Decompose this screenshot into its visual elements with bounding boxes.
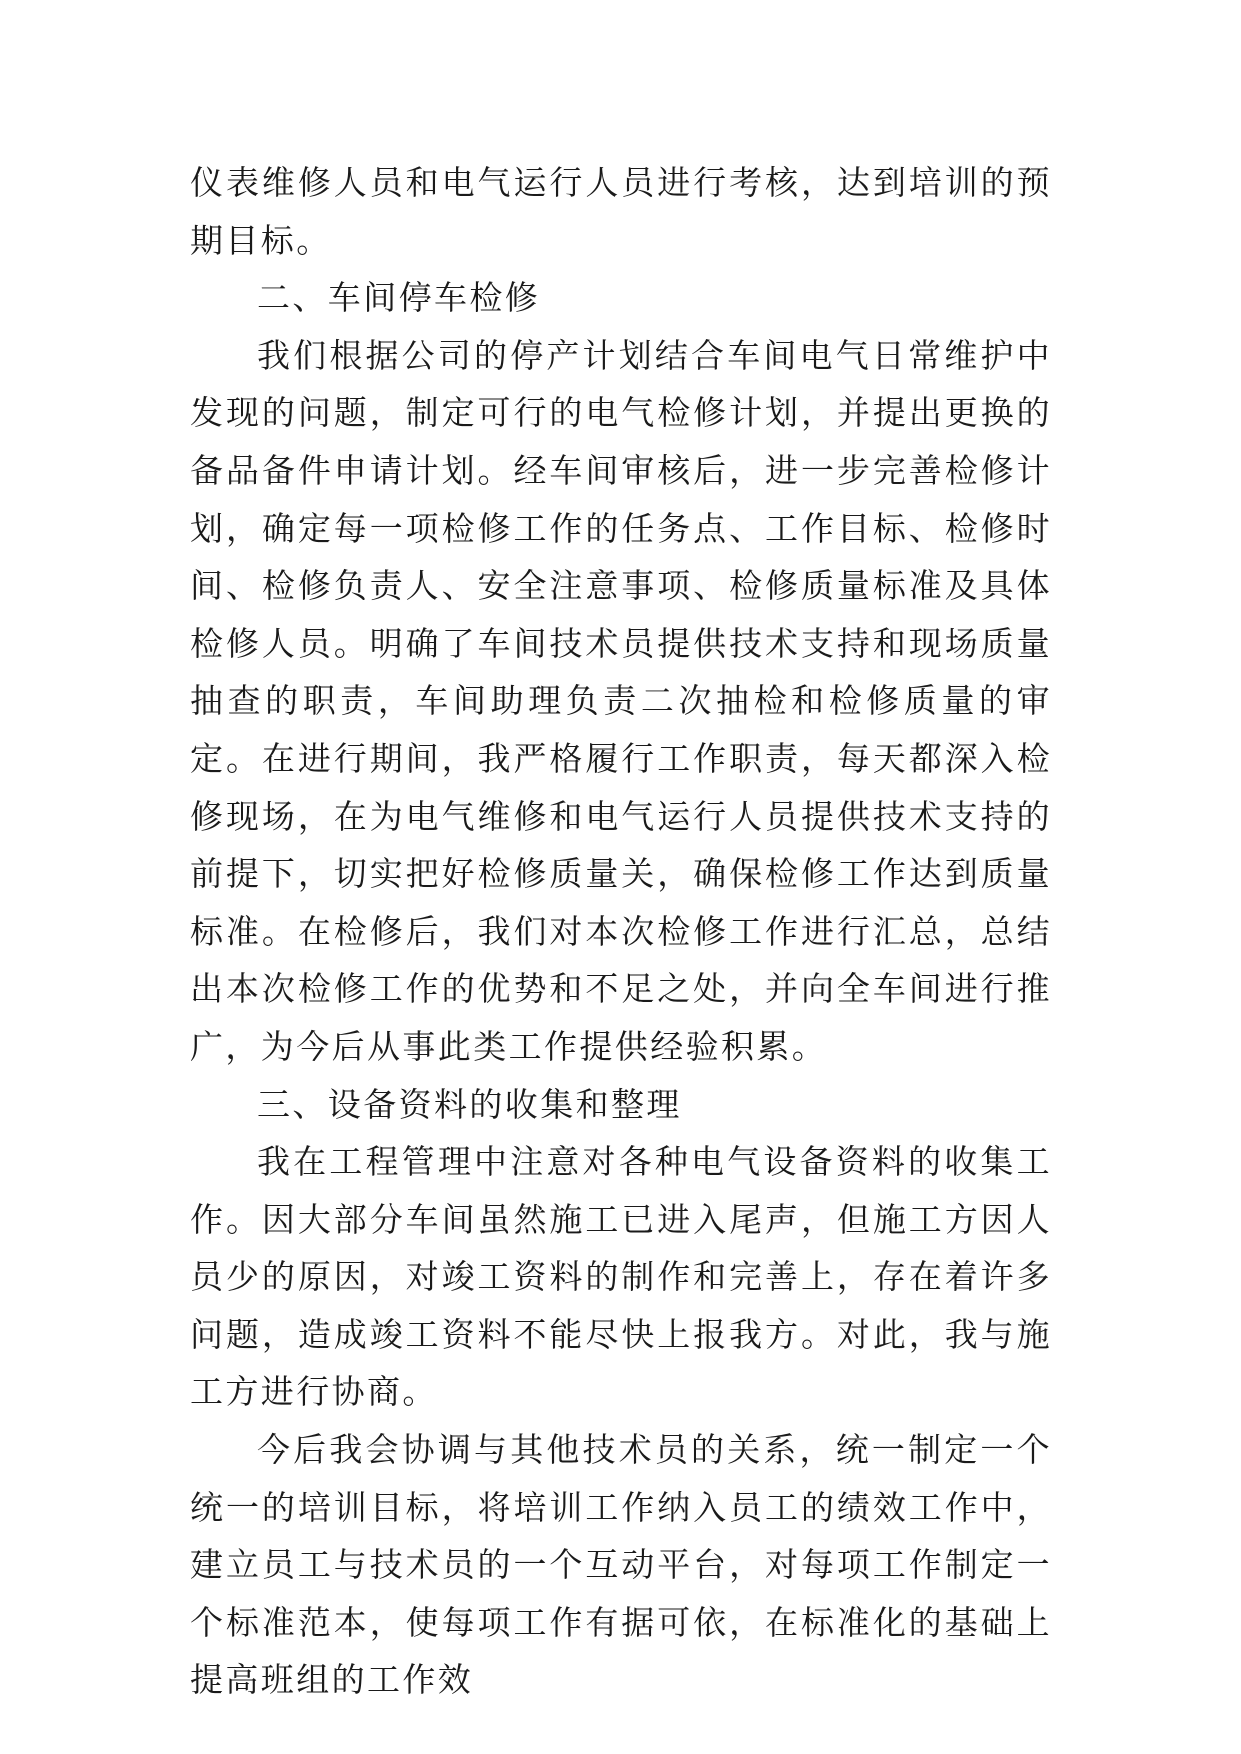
- paragraph-equipment-data: 我在工程管理中注意对各种电气设备资料的收集工作。因大部分车间虽然施工已进入尾声，但施工方因人员少的原因，对竣工资料的制作和完善上，存在着许多问题，造成竣工资料不能尽快上报我方。对此，我与施工方进行协商。: [190, 1142, 1052, 1412]
- paragraph-continuation: 仪表维修人员和电气运行人员进行考核，达到培训的预期目标。: [190, 163, 1052, 260]
- section-heading-3: 三、设备资料的收集和整理: [257, 1084, 682, 1124]
- paragraph-future-plan: 今后我会协调与其他技术员的关系，统一制定一个统一的培训目标，将培训工作纳入员工的绩效工作中，建立员工与技术员的一个互动平台，对每项工作制定一个标准范本，使每项工作有据可依，在标准化的基础上提高班组的工作效: [190, 1430, 1052, 1700]
- section-heading-2: 二、车间停车检修: [257, 278, 541, 318]
- document-body: [190, 154, 1052, 1709]
- paragraph-shutdown-maintenance: 我们根据公司的停产计划结合车间电气日常维护中发现的问题，制定可行的电气检修计划，并提出更换的备品备件申请计划。经车间审核后，进一步完善检修计划，确定每一项检修工作的任务点、工作目标、检修时间、检修负责人、安全注意事项、检修质量标准及具体检修人员。明确了车间技术员提供技术支持和现场质量抽查的职责，车间助理负责二次抽检和检修质量的审定。在进行期间，我严格履行工作职责，每天都深入检修现场，在为电气维修和电气运行人员提供技术支持的前提下，切实把好检修质量关，确保检修工作达到质量标准。在检修后，我们对本次检修工作进行汇总，总结出本次检修工作的优势和不足之处，并向全车间进行推广，为今后从事此类工作提供经验积累。: [190, 335, 1052, 1066]
